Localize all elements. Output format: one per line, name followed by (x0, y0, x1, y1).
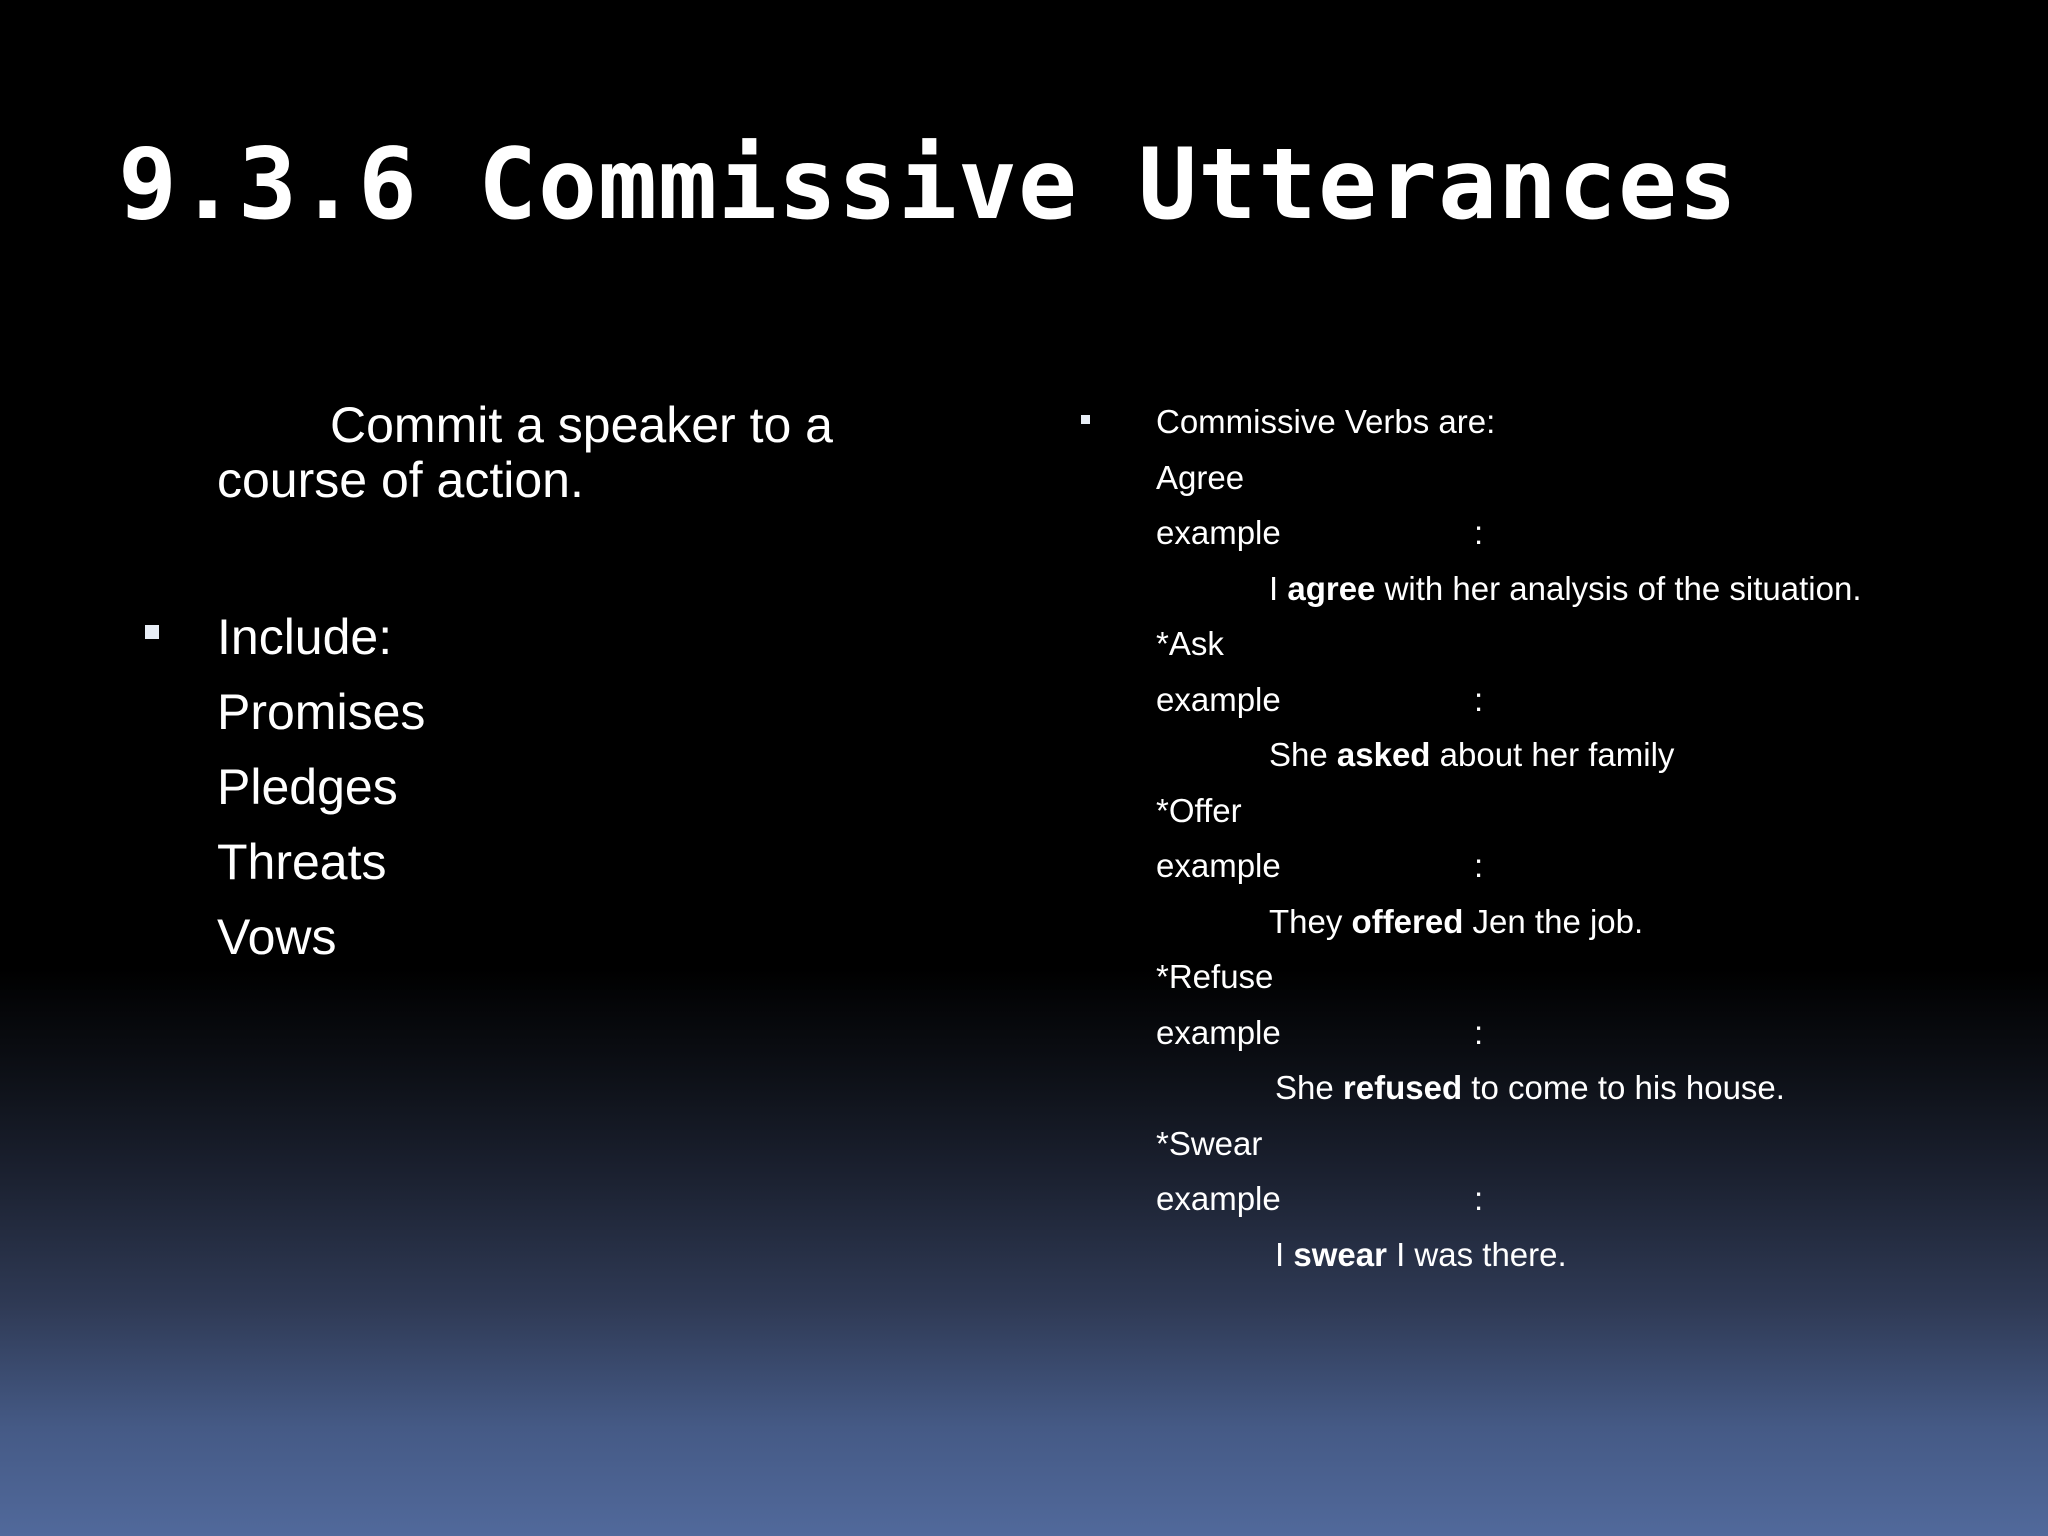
sentence-verb: asked (1336, 736, 1431, 773)
commissive-verbs-list (1156, 394, 1862, 1282)
verb-name: *Refuse (1156, 958, 1274, 995)
sentence-end: about her family (1430, 736, 1675, 773)
example-sentence (1156, 727, 1862, 783)
example-row (1156, 505, 1862, 561)
sentence-end: with her analysis of the situation. (1375, 569, 1862, 607)
slide-title: 9.3.6 Commissive Utterances (118, 128, 1739, 242)
example-label: example (1156, 1180, 1281, 1217)
include-item: Pledges (217, 759, 398, 815)
sentence-end: Jen the job. (1463, 902, 1644, 940)
sentence-end: I was there. (1386, 1235, 1567, 1273)
include-lines (217, 600, 425, 975)
verb-name: *Offer (1156, 791, 1242, 829)
example-colon: : (1474, 1180, 1484, 1217)
example-colon: : (1474, 680, 1484, 718)
example-row (1156, 672, 1862, 728)
sentence-verb: refused (1342, 1069, 1463, 1106)
sentence-verb: agree (1287, 569, 1376, 607)
verb-name: Agree (1156, 458, 1245, 496)
example-sentence (1156, 1060, 1862, 1116)
square-bullet-icon (1081, 415, 1090, 424)
include-item: Vows (217, 909, 337, 965)
sentence-verb: offered (1351, 902, 1464, 940)
example-colon: : (1474, 514, 1484, 551)
sentence-start: I (1275, 1235, 1294, 1273)
example-sentence (1156, 1227, 1862, 1283)
example-sentence (1156, 894, 1862, 950)
example-row (1156, 1005, 1862, 1061)
example-label: example (1156, 514, 1281, 551)
intro-text: Commit a speaker to a course of action. (217, 397, 833, 508)
example-sentence (1156, 561, 1862, 617)
include-heading: Include: (217, 609, 393, 665)
example-row (1156, 1171, 1862, 1227)
verb-name: *Swear (1156, 1124, 1263, 1162)
sentence-start: She (1275, 1069, 1343, 1106)
example-colon: : (1474, 847, 1484, 884)
example-label: example (1156, 847, 1281, 884)
include-item: Promises (217, 684, 426, 740)
sentence-start: They (1269, 902, 1352, 940)
sentence-start: She (1269, 736, 1337, 773)
sentence-verb: swear (1293, 1235, 1387, 1273)
sentence-start: I (1269, 569, 1288, 607)
sentence-end: to come to his house. (1462, 1069, 1785, 1106)
verbs-heading: Commissive Verbs are: (1156, 403, 1496, 440)
include-item: Threats (217, 834, 387, 890)
verb-name: *Ask (1156, 625, 1224, 662)
example-colon: : (1474, 1013, 1484, 1051)
example-label: example (1156, 1013, 1281, 1051)
example-label: example (1156, 680, 1281, 718)
square-bullet-icon (145, 625, 159, 639)
example-row (1156, 838, 1862, 894)
